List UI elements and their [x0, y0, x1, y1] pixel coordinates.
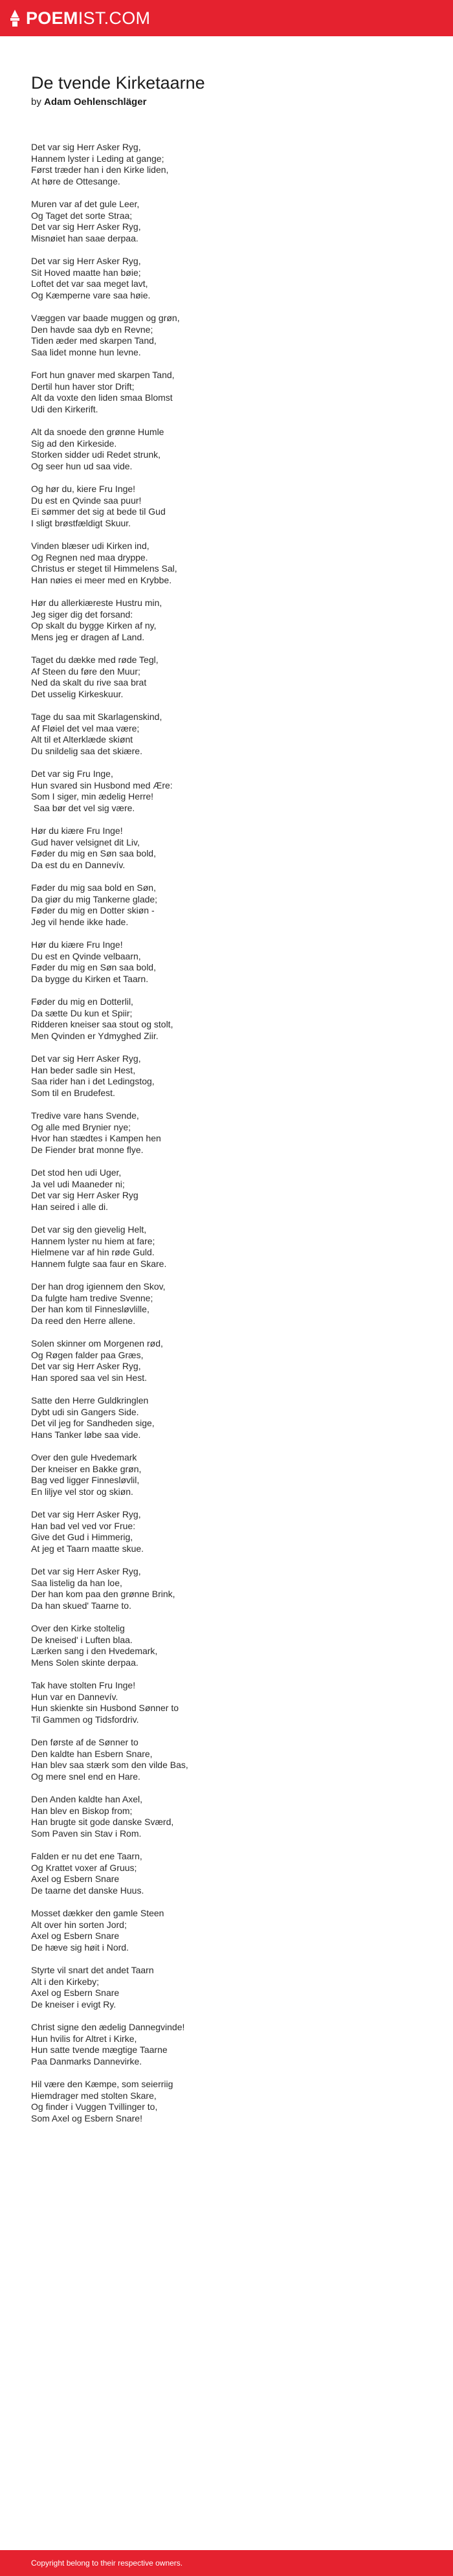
poem-line: Som Axel og Esbern Snare! — [31, 2112, 142, 2123]
poem-line: Han spored saa vel sin Hest. — [31, 1372, 147, 1383]
poem-line: Først træder han i den Kirke liden, — [31, 164, 169, 175]
poem-line: En liljye vel stor og skiøn. — [31, 1486, 133, 1497]
poem-line: Jeg siger dig det forsand: — [31, 609, 133, 620]
stanza — [31, 1053, 432, 1099]
stanza — [31, 142, 432, 187]
stanza — [31, 711, 432, 757]
poem-line: Satte den Herre Guldkringlen — [31, 1395, 149, 1406]
poem-line: Christus er steget til Himmelens Sal, — [31, 563, 177, 574]
poem-line: Saa listelig da han loe, — [31, 1577, 122, 1588]
poem-line: Da sætte Du kun et Spiir; — [31, 1007, 133, 1018]
stanza — [31, 1680, 432, 1725]
stanza — [31, 199, 432, 244]
poem-line: Som Paven sin Stav i Rom. — [31, 1828, 142, 1839]
poem-line: Det usselig Kirkeskuur. — [31, 688, 124, 699]
poem-line: Det var sig Herr Asker Ryg, — [31, 142, 141, 152]
poem-line: Axel og Esbern Snare — [31, 1874, 120, 1884]
poem-line: Den Anden kaldte han Axel, — [31, 1794, 143, 1804]
poem-line: Over den Kirke stoltelig — [31, 1623, 125, 1633]
stanza — [31, 1281, 432, 1327]
poem-line: Føder du mig en Dotter skiøn - — [31, 905, 155, 915]
poet-hat-icon — [9, 9, 21, 27]
poem-line: Der han kom til Finnesløvlille, — [31, 1304, 149, 1314]
poem-line: Alt til et Alterklæde skiønt — [31, 734, 133, 745]
poem-line: Vinden blæser udi Kirken ind, — [31, 541, 149, 551]
stanza — [31, 427, 432, 472]
poem-line: Tage du saa mit Skarlagenskind, — [31, 711, 162, 722]
stanza — [31, 825, 432, 871]
poem-line: Axel og Esbern Snare — [31, 1988, 120, 1998]
poem-line: Den havde saa dyb en Revne; — [31, 324, 153, 335]
stanza — [31, 256, 432, 301]
logo-text-light: IST.COM — [78, 8, 151, 28]
poem-line: Fort hun gnaver med skarpen Tand, — [31, 370, 175, 380]
poem-line: Han nøies ei meer med en Krybbe. — [31, 574, 172, 585]
poem-line: Og finder i Vuggen Tvillinger to, — [31, 2101, 158, 2112]
poem-line: Det var sig Fru Inge, — [31, 768, 113, 779]
poem-line: Bag ved ligger Finnesløvlil, — [31, 1475, 140, 1485]
poem-line: Det var sig Herr Asker Ryg, — [31, 1053, 141, 1064]
stanza — [31, 313, 432, 358]
poem-line: Da han skued' Taarne to. — [31, 1600, 131, 1611]
poem-line: Hun satte tvende mægtige Taarne — [31, 2044, 168, 2055]
poem-line: Føder du mig en Dotterlil, — [31, 996, 133, 1007]
poem-line: Hvor han stædtes i Kampen hen — [31, 1133, 161, 1143]
stanza — [31, 1965, 432, 2010]
poem-line: Falden er nu det ene Taarn, — [31, 1851, 142, 1861]
poem-line: Og seer hun ud saa vide. — [31, 460, 133, 471]
site-logo-text — [26, 10, 150, 27]
byline — [31, 96, 432, 109]
poem-line: Lærken sang i den Hvedemark, — [31, 1646, 158, 1656]
stanza — [31, 882, 432, 928]
poem-line: Han blev saa stærk som den vilde Bas, — [31, 1760, 188, 1770]
author-link[interactable]: Adam Oehlenschläger — [44, 96, 147, 107]
poem-line: Da bygge du Kirken et Taarn. — [31, 973, 149, 984]
poem-line: Alt da voxte den liden smaa Blomst — [31, 392, 173, 403]
poem-line: Hannem lyster i Leding at gange; — [31, 153, 164, 164]
poem-line: Han seired i alle di. — [31, 1201, 109, 1212]
poem-line: Alt over hin sorten Jord; — [31, 1919, 127, 1930]
stanza — [31, 2022, 432, 2067]
poem-line: Det var sig Herr Asker Ryg, — [31, 256, 141, 266]
poem-line: Du snildelig saa det skiære. — [31, 745, 142, 756]
poem-line: Da fulgte ham tredive Svenne; — [31, 1292, 153, 1303]
poem-line: Hun hvilis for Altret i Kirke, — [31, 2033, 137, 2044]
poem-line: Hannem lyster nu hiem at fare; — [31, 1235, 155, 1246]
poem-line: At høre de Ottesange. — [31, 175, 120, 186]
poem-line: Taget du dække med røde Tegl, — [31, 655, 159, 665]
poem-line: Føder du mig en Søn saa bold, — [31, 962, 156, 972]
poem-line: Gud haver velsignet dit Liv, — [31, 836, 140, 847]
poem-line: Sig ad den Kirkeside. — [31, 438, 117, 449]
poem-line: Muren var af det gule Leer, — [31, 199, 140, 209]
poem-line: Den første af de Sønner to — [31, 1737, 138, 1747]
stanza — [31, 1794, 432, 1839]
poem-line: Han beder sadle sin Hest, — [31, 1064, 136, 1075]
stanza — [31, 1224, 432, 1270]
poem-line: Han bad vel ved vor Frue: — [31, 1520, 136, 1531]
poem-line: Af Steen du føre den Muur; — [31, 666, 140, 677]
logo-text-bold: POEM — [26, 8, 78, 28]
poem-line: Det stod hen udi Uger, — [31, 1167, 122, 1178]
stanza — [31, 1566, 432, 1611]
stanza — [31, 1395, 432, 1440]
stanza — [31, 541, 432, 586]
poem-line: Saa bør det vel sig være. — [31, 802, 135, 813]
poem-line: Og mere snel end en Hare. — [31, 1771, 140, 1782]
poem-line: Tak have stolten Fru Inge! — [31, 1680, 136, 1690]
poem-line: Ei sømmer det sig at bede til Gud — [31, 506, 166, 517]
stanza — [31, 1908, 432, 1953]
poem-line: Hannem fulgte saa faur en Skare. — [31, 1258, 167, 1269]
poem-line: Storken sidder udi Redet strunk, — [31, 449, 160, 460]
poem-line: Det var sig Herr Asker Ryg, — [31, 221, 141, 232]
stanza — [31, 996, 432, 1042]
poem-line: Væggen var baade muggen og grøn, — [31, 313, 180, 323]
stanza — [31, 1737, 432, 1782]
poem-line: Og Krattet voxer af Gruus; — [31, 1862, 137, 1873]
poem-line: De kneiser i evigt Ry. — [31, 1999, 116, 2010]
main-content — [31, 73, 432, 2136]
poem-line: Og alle med Brynier nye; — [31, 1121, 131, 1132]
poem-line: Hør du kiære Fru Inge! — [31, 939, 123, 950]
poem-line: Saa rider han i det Ledingstog, — [31, 1076, 155, 1086]
poem-line: Give det Gud i Himmerig, — [31, 1532, 133, 1542]
poem-line: Axel og Esbern Snare — [31, 1931, 120, 1941]
poem-line: Han brugte sit gode danske Sværd, — [31, 1817, 174, 1827]
stanza — [31, 1452, 432, 1497]
poem-line: Og hør du, kiere Fru Inge! — [31, 484, 136, 494]
poem-line: Tiden æder med skarpen Tand, — [31, 335, 157, 346]
poem-line: Der kneiser en Bakke grøn, — [31, 1463, 142, 1474]
poem-line: Til Gammen og Tidsfordriv. — [31, 1714, 139, 1725]
poem-line: Det var sig Herr Asker Ryg — [31, 1190, 138, 1200]
poem-line: Hun var en Dannevív. — [31, 1691, 118, 1702]
poem-line: Mens jeg er dragen af Land. — [31, 631, 145, 642]
poem-line: At jeg et Taarn maatte skue. — [31, 1543, 144, 1554]
poem-line: Og Regnen ned maa dryppe. — [31, 552, 148, 563]
poem-line: Føder du mig en Søn saa bold, — [31, 848, 156, 858]
stanza — [31, 1167, 432, 1213]
poem-line: Paa Danmarks Dannevirke. — [31, 2055, 142, 2066]
stanza — [31, 1338, 432, 1383]
poem-line: Hør du kiære Fru Inge! — [31, 825, 123, 836]
poem-line: Loftet det var saa meget lavt, — [31, 278, 148, 289]
poem-line: Alt i den Kirkeby; — [31, 1976, 100, 1987]
poem-line: Hiemdrager med stolten Skare, — [31, 2090, 157, 2101]
poem-line: Tredive vare hans Svende, — [31, 1110, 139, 1121]
byline-prefix: by — [31, 96, 41, 107]
poem-line: Op skalt du bygge Kirken af ny, — [31, 620, 157, 631]
poem-line: Det var sig Herr Asker Ryg, — [31, 1509, 141, 1519]
poem-line: Da est du en Dannevív. — [31, 859, 126, 870]
poem-line: Hun skienkte sin Husbond Sønner to — [31, 1703, 179, 1713]
stanza — [31, 1509, 432, 1554]
poem-line: Dybt udi sin Gangers Side. — [31, 1406, 139, 1417]
poem-body — [31, 142, 432, 2124]
stanza — [31, 768, 432, 814]
poem-line: Og Kæmperne vare saa høie. — [31, 289, 151, 300]
poem-line: Hil være den Kæmpe, som seierriig — [31, 2079, 173, 2089]
poem-line: Christ signe den ædelig Dannegvinde! — [31, 2022, 185, 2032]
stanza — [31, 1110, 432, 1156]
poem-line: Føder du mig saa bold en Søn, — [31, 882, 156, 893]
poem-line: Og Taget det sorte Straa; — [31, 210, 133, 221]
poem-line: Over den gule Hvedemark — [31, 1452, 137, 1462]
poem-line: Da giør du mig Tankerne glade; — [31, 893, 158, 904]
poem-line: Af Fløiel det vel maa være; — [31, 722, 140, 734]
poem-line: Som I siger, min ædelig Herre! — [31, 791, 154, 801]
poem-title: De tvende Kirketaarne — [31, 73, 205, 93]
poem-line: Mens Solen skinte derpaa. — [31, 1657, 138, 1668]
poem-line: Den kaldte han Esbern Snare, — [31, 1748, 153, 1759]
poem-line: De hæve sig høit i Nord. — [31, 1942, 129, 1953]
stanza — [31, 939, 432, 985]
poem-line: Der han kom paa den grønne Brink, — [31, 1589, 175, 1599]
poem-line: Det var sig Herr Asker Ryg, — [31, 1566, 141, 1576]
poem-line: Alt da snoede den grønne Humle — [31, 427, 164, 437]
poem-line: Ja vel udi Maaneder ni; — [31, 1178, 125, 1189]
stanza — [31, 370, 432, 415]
poem-line: Jeg vil hende ikke hade. — [31, 916, 129, 927]
poem-line: De taarne det danske Huus. — [31, 1885, 144, 1896]
stanza — [31, 1623, 432, 1668]
stanza — [31, 655, 432, 700]
stanza — [31, 2079, 432, 2124]
poem-line: De Fiender brat monne flye. — [31, 1144, 144, 1155]
poem-line: De kneised' i Luften blaa. — [31, 1634, 133, 1645]
poem-line: Ned da skalt du rive saa brat — [31, 677, 147, 688]
stanza — [31, 1851, 432, 1896]
poem-line: Der han drog igiennem den Skov, — [31, 1281, 166, 1292]
poem-line: Som til en Brudefest. — [31, 1087, 115, 1098]
poem-line: Men Qvinden er Ydmyghed Ziir. — [31, 1030, 159, 1041]
poem-line: Hun svared sin Husbond med Ære: — [31, 779, 173, 790]
poem-line: I sligt brøstfældigt Skuur. — [31, 517, 131, 528]
poem-line: Du est en Qvinde velbaarn, — [31, 950, 141, 961]
poem-line: Hans Tanker løbe saa vide. — [31, 1429, 141, 1440]
poem-line: Da reed den Herre allene. — [31, 1315, 136, 1326]
poem-line: Solen skinner om Morgenen rød, — [31, 1338, 163, 1349]
poem-line: Det vil jeg for Sandheden sige, — [31, 1418, 155, 1428]
site-header — [0, 0, 453, 36]
poem-line: Det var sig den gievelig Helt, — [31, 1224, 147, 1235]
poem-line: Sit Hoved maatte han bøie; — [31, 267, 141, 278]
poem-line: Hielmene var af hin røde Guld. — [31, 1247, 155, 1257]
poem-line: Dertil hun haver stor Drift; — [31, 381, 135, 392]
poem-line: Ridderen kneiser saa stout og stolt, — [31, 1019, 173, 1029]
poem-line: Mosset dækker den gamle Steen — [31, 1908, 164, 1918]
stanza — [31, 598, 432, 643]
poem-line: Hør du allerkiæreste Hustru min, — [31, 598, 162, 608]
poem-line: Han blev en Biskop from; — [31, 1805, 133, 1816]
poem-line: Udi den Kirkerift. — [31, 403, 98, 414]
poem-line: Du est en Qvinde saa puur! — [31, 495, 142, 506]
poem-line: Det var sig Herr Asker Ryg, — [31, 1361, 141, 1371]
copyright-text: Copyright belong to their respective owners. — [31, 2559, 183, 2568]
poem-line: Misnøiet han saae derpaa. — [31, 232, 138, 243]
poem-line: Og Røgen falder paa Græs, — [31, 1349, 144, 1360]
site-logo-link[interactable] — [9, 9, 150, 27]
poem-line: Saa lidet monne hun levne. — [31, 346, 141, 357]
stanza — [31, 484, 432, 529]
poem-line: Styrte vil snart det andet Taarn — [31, 1965, 154, 1975]
site-footer — [0, 2550, 453, 2576]
